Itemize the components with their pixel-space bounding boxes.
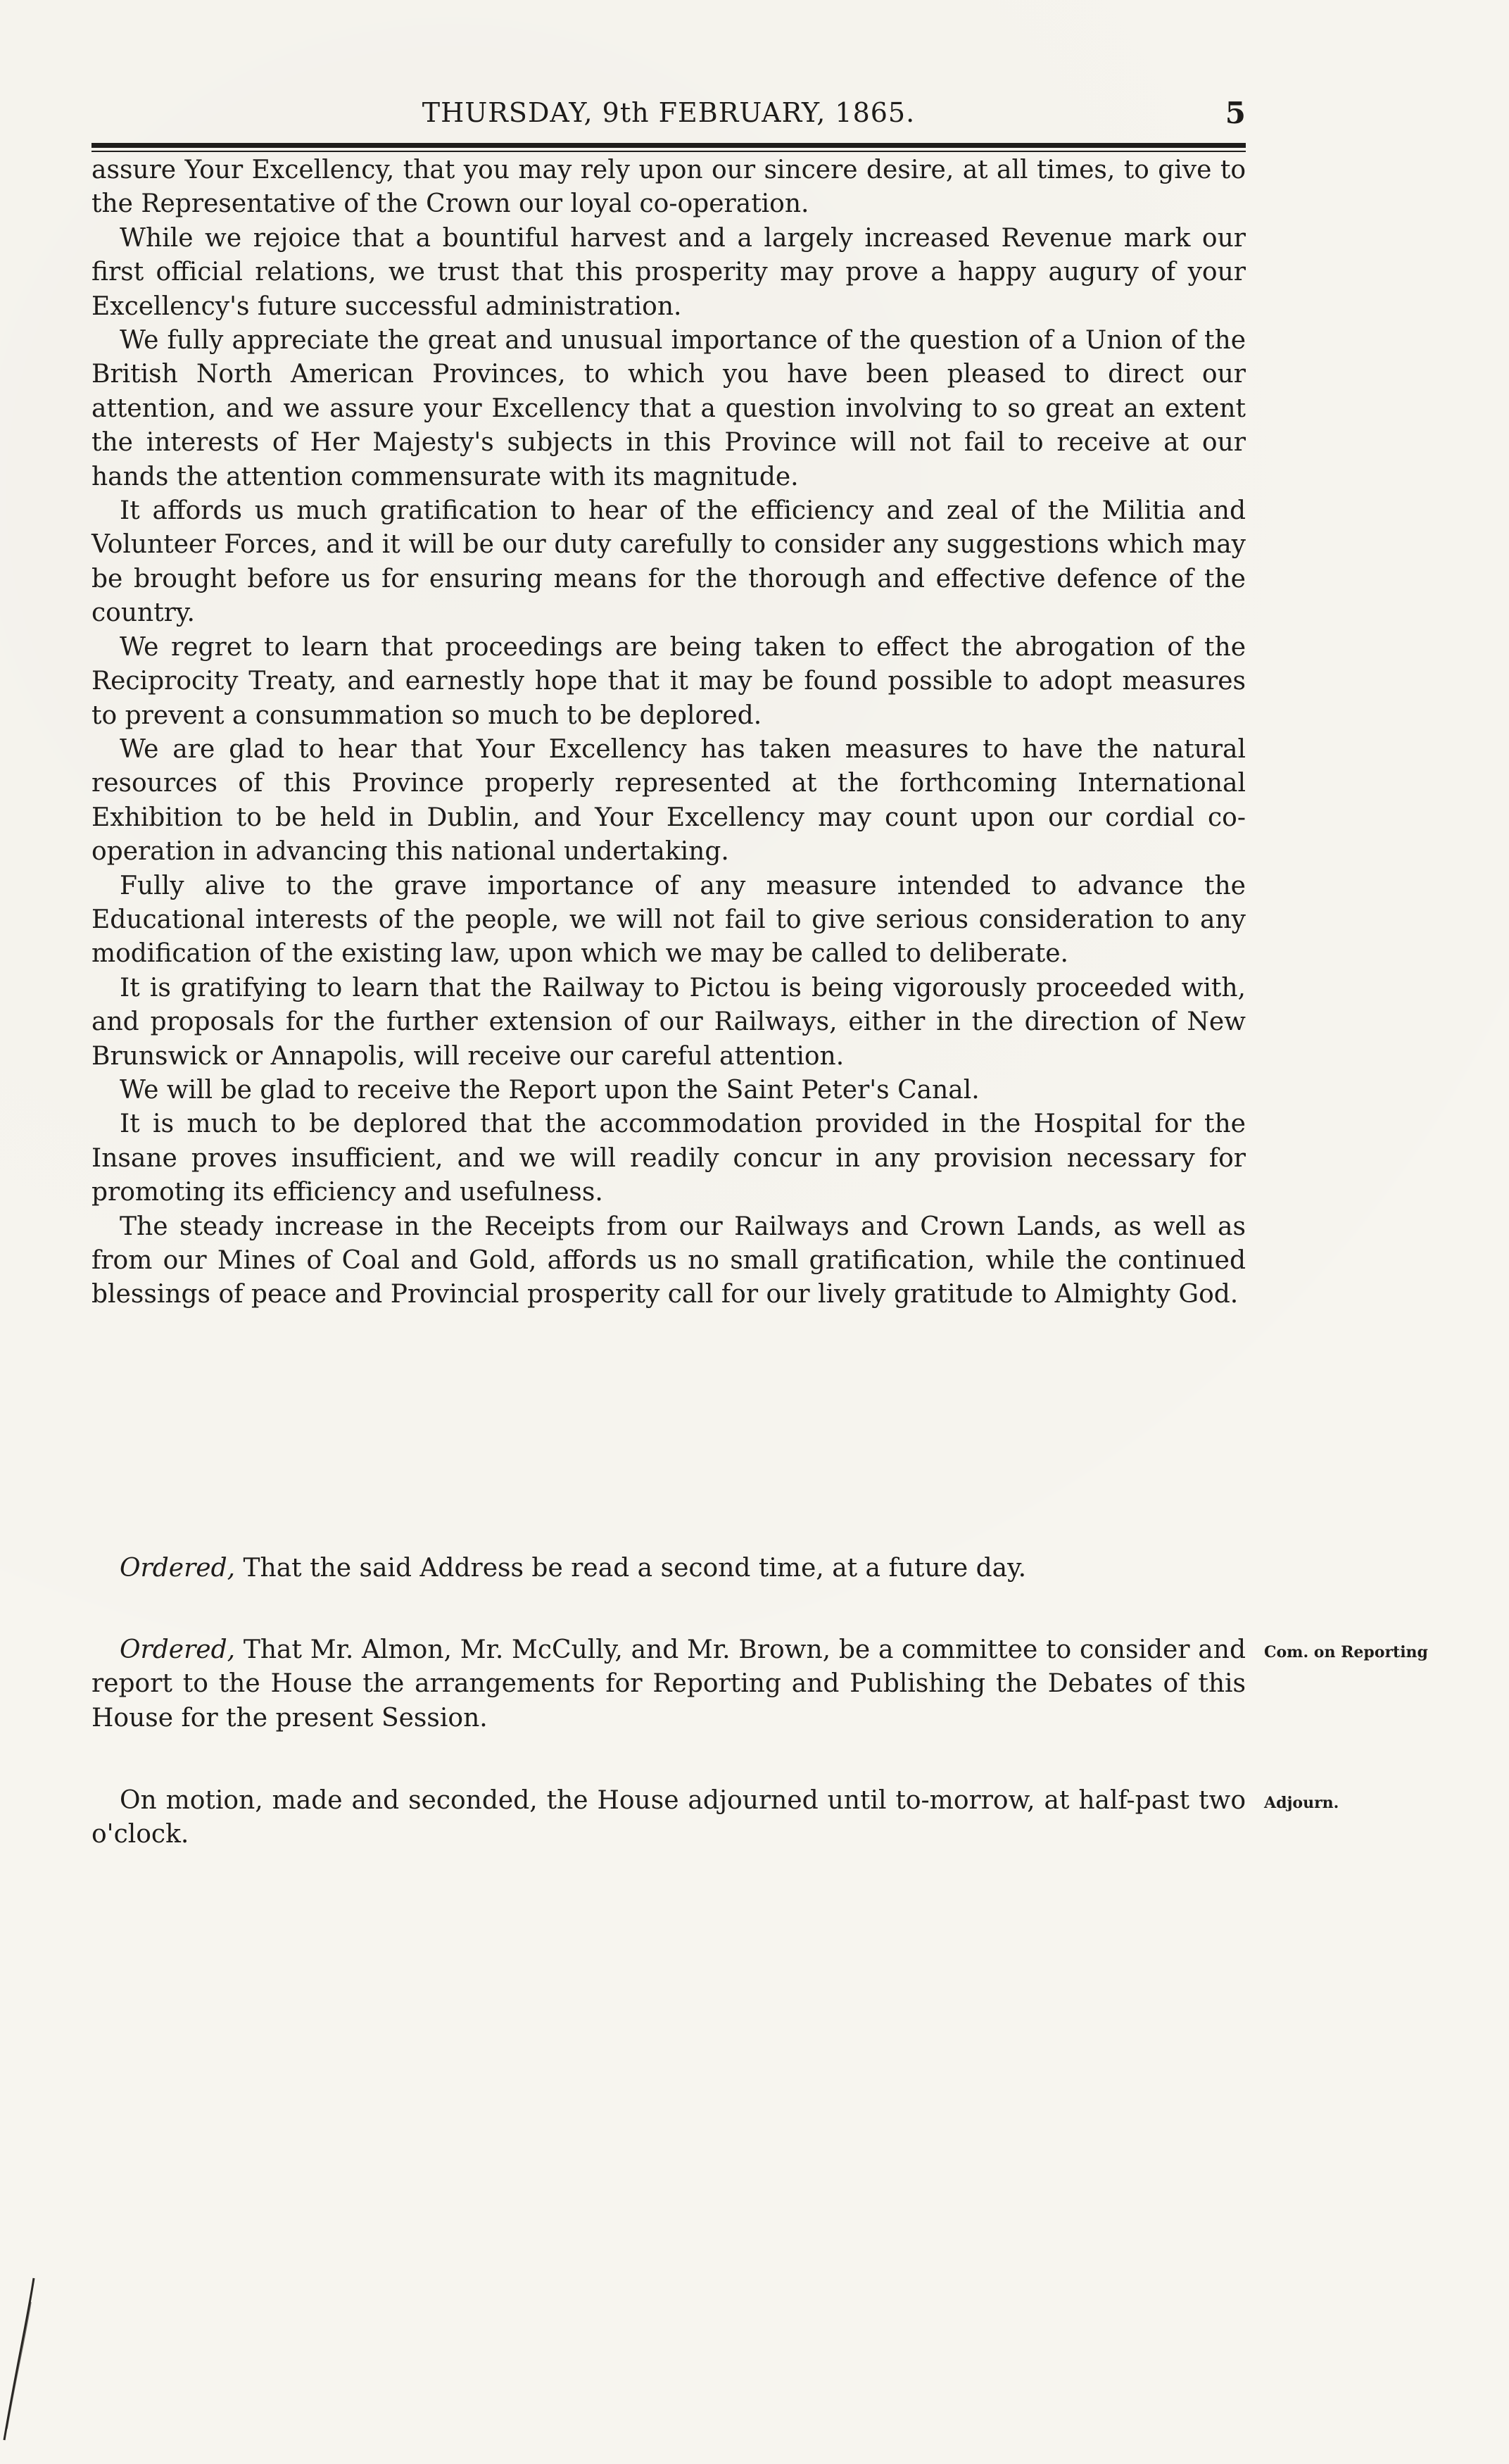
order-lead: Ordered, bbox=[120, 1635, 236, 1664]
order-committee bbox=[91, 1633, 1246, 1735]
paragraph-continuation: assure Your Excellency, that you may rely upon our sincere desire, at all times, to give to the Representative of the Crown our loyal co-operation. bbox=[91, 156, 1246, 219]
paragraph-militia: It affords us much gratification to hear of the efficiency and zeal of the Militia and Volunteer Forces, and it will be our duty carefully to consider any suggestions which may be brought before us for ensuring means for the thorough and effective defence of the country. bbox=[91, 496, 1246, 628]
paragraph-union: We fully appreciate the great and unusual importance of the question of a Union of the British North American Provinces, to which you have been pleased to direct our attention, and we assure your Excellency that a question involving to so great an extent the interests of Her Majesty's subjects in this Province will not fail to receive at our hands the attention commensurate with its magnitude. bbox=[91, 326, 1246, 491]
running-header-date: THURSDAY, 9th FEBRUARY, 1865. bbox=[422, 97, 916, 128]
order-adjourn bbox=[91, 1784, 1246, 1852]
paragraph-exhibition: We are glad to hear that Your Excellency has taken measures to have the natural resources of this Province properly represented at the forthcoming International Exhibition to be held in Dublin, and Your Excellency may count upon our cordial co-operation in advancing this national undertaking. bbox=[91, 734, 1246, 867]
paragraph-receipts: The steady increase in the Receipts from our Railways and Crown Lands, as well as from our Mines of Coal and Gold, affords us no small gratification, while the continued blessings of peace and Provincial prosperity call for our lively gratitude to Almighty God. bbox=[91, 1212, 1246, 1309]
margin-note-adjourn: Adjourn. bbox=[1264, 1794, 1339, 1812]
paragraph-railway: It is gratifying to learn that the Railway to Pictou is being vigorously proceeded with, and proposals for the further extension of our Railways, either in the direction of New Brunswick or Annapolis, will receive our careful attention. bbox=[91, 973, 1246, 1071]
paragraph-hospital: It is much to be deplored that the accommodation provided in the Hospital for the Insane proves insufficient, and we will readily concur in any provision necessary for promoting its efficiency and usefulness. bbox=[91, 1110, 1246, 1207]
header-rule-thin bbox=[91, 151, 1246, 152]
paragraph-education: Fully alive to the grave importance of any measure intended to advance the Educational interests of the people, we will not fail to give serious consideration to any modification of the existing law, upon which we may be called to deliberate. bbox=[91, 871, 1246, 969]
page-header bbox=[91, 90, 1246, 139]
margin-pen-stroke bbox=[0, 2274, 42, 2443]
order-text: That Mr. Almon, Mr. McCully, and Mr. Brown, be a committee to consider and report to the House the arrangements for Reporting and Publishing the Debates of this House for the present Session. bbox=[91, 1635, 1246, 1733]
page-number: 5 bbox=[1225, 96, 1246, 130]
order-second-reading bbox=[91, 1552, 1246, 1585]
margin-note-reporting: Com. on Reporting bbox=[1264, 1643, 1428, 1661]
paragraph-canal: We will be glad to receive the Report upon the Saint Peter's Canal. bbox=[120, 1075, 980, 1105]
paragraph-harvest: While we rejoice that a bountiful harvest and a largely increased Revenue mark our first official relations, we trust that this prosperity may prove a happy augury of your Excellency's future successful administration. bbox=[91, 223, 1246, 321]
paragraph-reciprocity: We regret to learn that proceedings are being taken to effect the abrogation of the Reciprocity Treaty, and earnestly hope that it may be found possible to adopt measures to prevent a consummation so much to be deplored. bbox=[91, 632, 1246, 730]
order-lead: Ordered, bbox=[120, 1554, 236, 1583]
header-rule-thick bbox=[91, 143, 1246, 148]
address-body bbox=[91, 153, 1246, 1312]
order-text: On motion, made and seconded, the House adjourned until to-morrow, at half-past two o'clock. bbox=[91, 1786, 1246, 1849]
order-text: That the said Address be read a second time, at a future day. bbox=[235, 1554, 1027, 1583]
